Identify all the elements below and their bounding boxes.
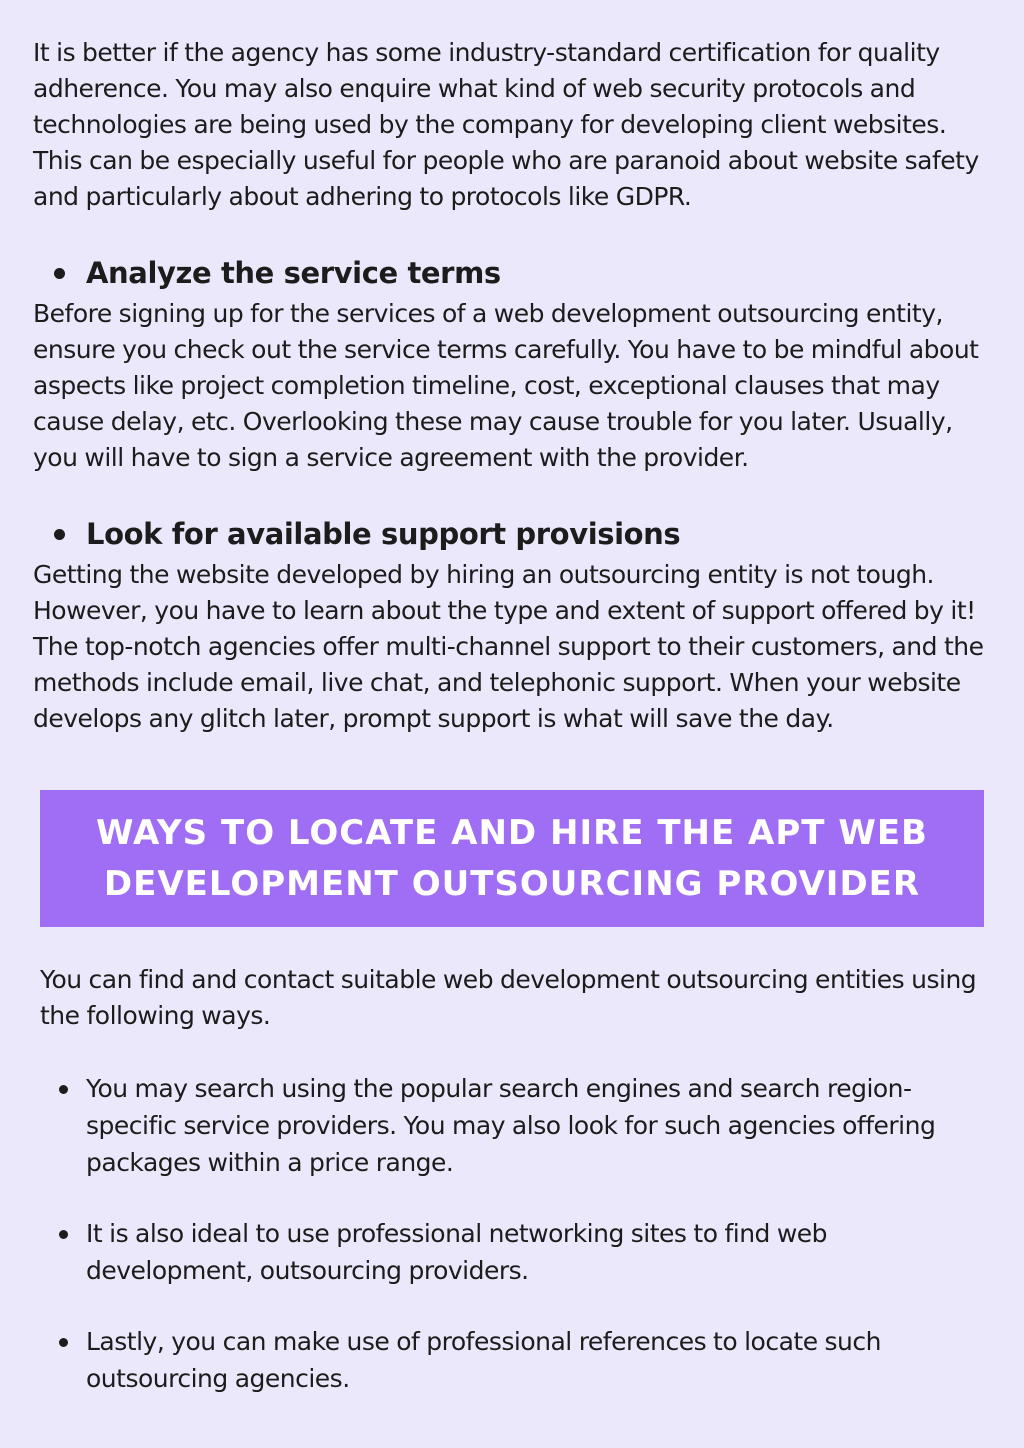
ways-list (40, 1070, 990, 1397)
section-body-service-terms: Before signing up for the services of a web development outsourcing entity, ensure you check out the service terms carefully. You have to be mindful about aspects like project completion timeline, cost, exceptional clauses that may cause delay, etc. Overlooking these may cause trouble for you later. Usually, you will have to sign a service agreement with the provider. (33, 299, 979, 472)
list-item (40, 1070, 990, 1181)
list-item (40, 1323, 990, 1397)
list-item-text: It is also ideal to use professional networking sites to find web development, outsourcing providers. (86, 1219, 828, 1285)
bullet-icon (59, 1338, 68, 1347)
section-banner (40, 790, 984, 927)
list-item (40, 1215, 990, 1289)
bullet-icon (54, 268, 65, 279)
bullet-icon (54, 529, 65, 540)
intro-paragraph: It is better if the agency has some industry-standard certification for quality adherence. You may also enquire what kind of web security protocols and technologies are being used by the company for developing client websites. This can be especially useful for people who are paranoid about website safety and particularly about adhering to protocols like GDPR. (33, 38, 979, 211)
bullet-icon (59, 1085, 68, 1094)
section-body-support-provisions: Getting the website developed by hiring an outsourcing entity is not tough. However, you have to learn about the type and extent of support offered by it! The top-notch agencies offer multi-channel support to their customers, and the methods include email, live chat, and telephonic support. When your website develops any glitch later, prompt support is what will save the day. (33, 560, 984, 733)
list-item-text: Lastly, you can make use of professional references to locate such outsourcing agencies. (86, 1327, 881, 1393)
section-heading-text: Analyze the service terms (86, 256, 501, 290)
bullet-icon (59, 1230, 68, 1239)
ways-intro-paragraph: You can find and contact suitable web development outsourcing entities using the following ways. (40, 965, 977, 1030)
banner-title: WAYS TO LOCATE AND HIRE THE APT WEB DEVELOPMENT OUTSOURCING PROVIDER (96, 812, 928, 904)
section-heading-service-terms (54, 255, 501, 291)
list-item-text: You may search using the popular search engines and search region-specific service providers. You may also look for such agencies offering packages within a price range. (86, 1074, 936, 1177)
section-heading-support-provisions (54, 516, 680, 552)
section-heading-text: Look for available support provisions (86, 517, 681, 551)
